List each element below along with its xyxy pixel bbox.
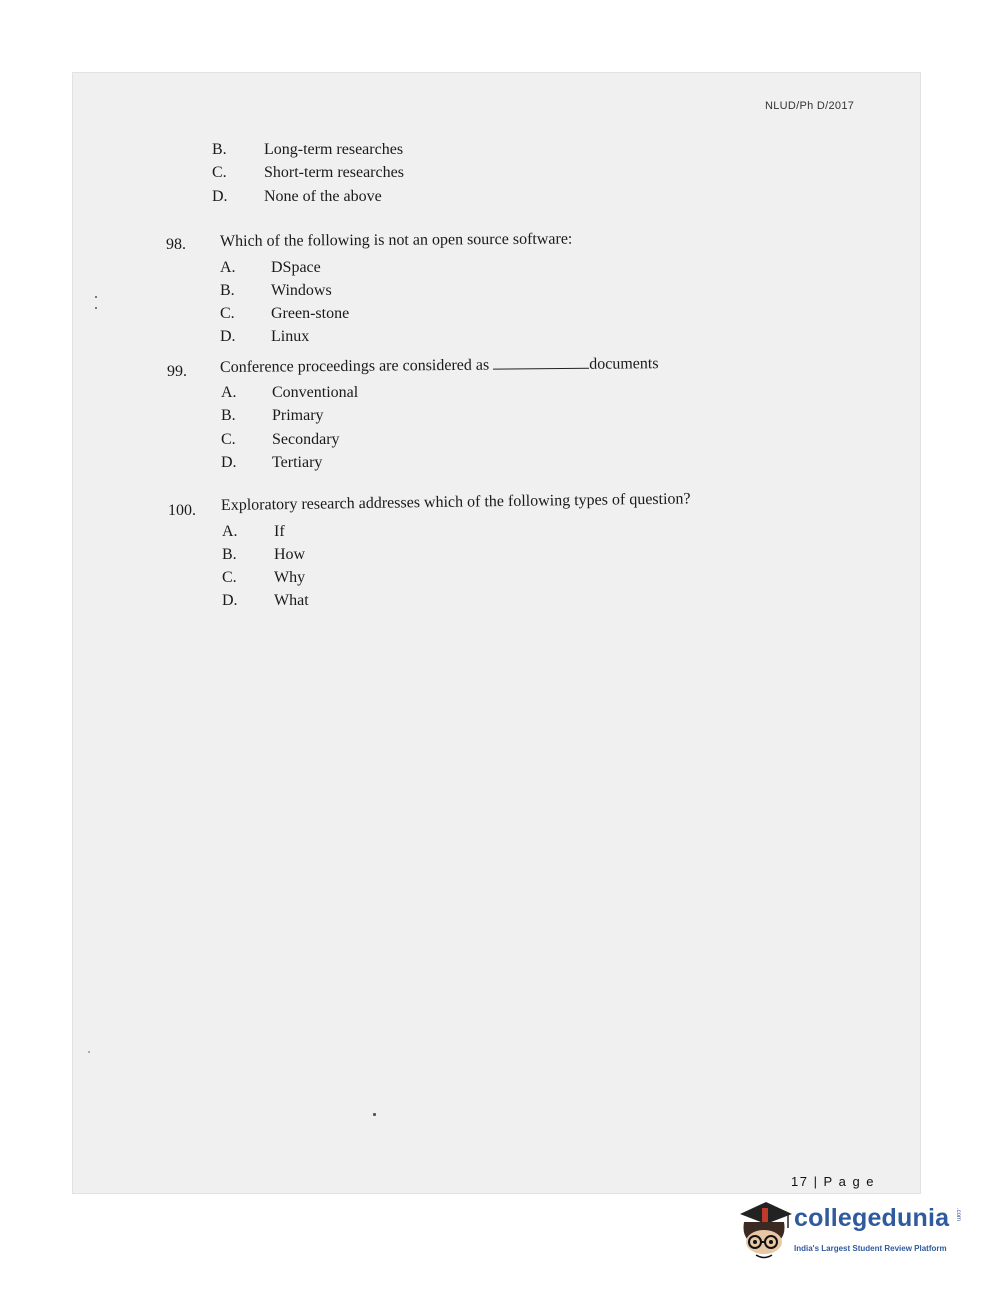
question-text-before-blank: Conference proceedings are considered as (219, 356, 490, 376)
question-text: Exploratory research addresses which of the following types of question? (220, 490, 691, 514)
question-text: Which of the following is not an open source software: (219, 230, 573, 250)
brand-name: collegedunia (794, 1204, 950, 1232)
option-text: Secondary (272, 431, 340, 448)
option-text: None of the above (264, 188, 382, 205)
scan-speck (95, 296, 97, 298)
list-item (212, 187, 382, 207)
list-item (220, 281, 332, 301)
option-text: Linux (271, 328, 310, 345)
option-text: What (274, 592, 309, 609)
list-item (212, 140, 403, 160)
list-item (222, 522, 285, 542)
list-item (212, 163, 404, 183)
option-text: Windows (271, 282, 332, 299)
list-item (222, 545, 305, 565)
option-text: Why (274, 569, 306, 586)
option-text: How (274, 546, 306, 563)
collegedunia-logo (736, 1200, 966, 1270)
option-text: DSpace (271, 259, 321, 276)
question-text (220, 353, 659, 378)
option-text: If (274, 523, 285, 540)
list-item (221, 453, 322, 473)
option-letter: B. (212, 141, 227, 158)
brand-tagline: India's Largest Student Review Platform (794, 1244, 947, 1253)
list-item (222, 568, 305, 588)
list-item (220, 327, 309, 347)
option-letter: D. (221, 454, 237, 471)
list-item (221, 430, 340, 450)
list-item (221, 406, 324, 426)
question-number: 98. (166, 236, 186, 253)
option-letter: C. (222, 569, 237, 586)
option-letter: D. (212, 188, 228, 205)
option-letter: D. (220, 328, 236, 345)
option-text: Conventional (272, 384, 359, 401)
list-item (222, 591, 309, 611)
question-number: 99. (167, 363, 187, 380)
brand-domain: .com (955, 1208, 961, 1222)
scan-speck (95, 307, 97, 309)
option-text: Long-term researches (264, 141, 404, 158)
option-letter: D. (222, 592, 238, 609)
option-text: Short-term researches (264, 164, 404, 181)
option-letter: B. (220, 282, 235, 299)
list-item (221, 383, 358, 403)
option-letter: A. (222, 523, 238, 540)
answer-blank (493, 354, 589, 370)
page-number: 17 | P a g e (791, 1174, 876, 1189)
option-letter: C. (212, 164, 227, 181)
option-text: Tertiary (272, 454, 323, 471)
option-letter: B. (222, 546, 237, 563)
document-reference: NLUD/Ph D/2017 (765, 100, 855, 112)
question-number: 100. (168, 502, 196, 519)
scan-speck (373, 1113, 376, 1116)
option-letter: A. (220, 259, 236, 276)
option-letter: C. (221, 431, 236, 448)
option-text: Primary (272, 407, 324, 424)
list-item (220, 258, 321, 278)
option-letter: A. (221, 384, 237, 401)
list-item (220, 304, 349, 324)
scan-speck (88, 1051, 90, 1053)
question-text-after-blank: documents (589, 355, 659, 373)
option-letter: B. (221, 407, 236, 424)
mascot-icon (736, 1200, 796, 1264)
option-letter: C. (220, 305, 235, 322)
option-text: Green-stone (271, 305, 350, 322)
